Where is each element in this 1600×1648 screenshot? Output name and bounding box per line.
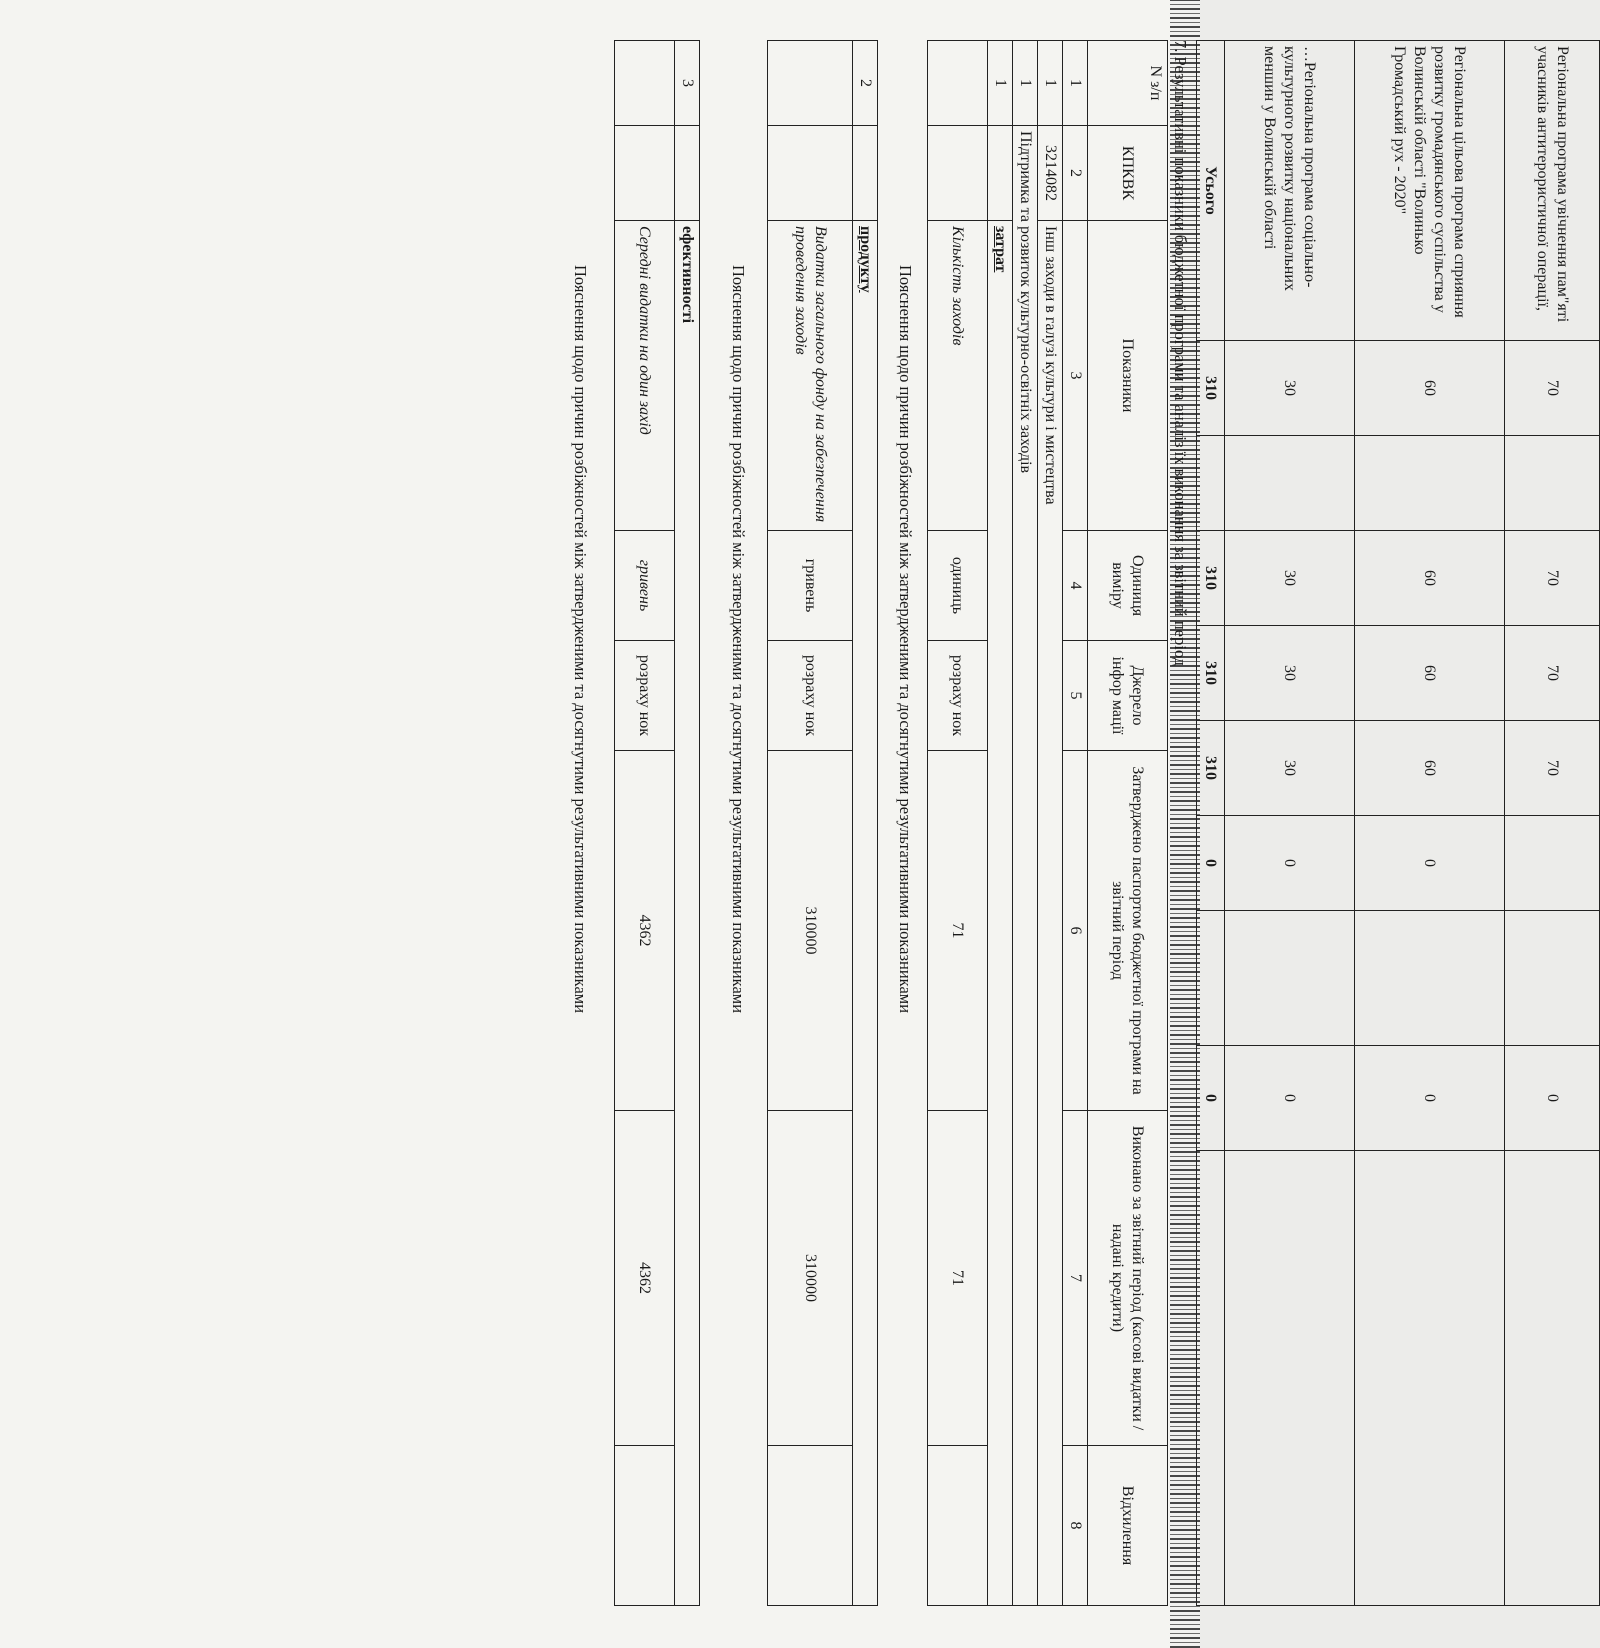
- indicator-source: розраху нок: [768, 641, 853, 751]
- value-cell: 70: [1505, 721, 1600, 816]
- value-cell: 70: [1505, 626, 1600, 721]
- value-cell: 0: [1355, 1046, 1505, 1151]
- col-number: 7: [1063, 1111, 1088, 1446]
- col-header-n: N з/п: [1088, 41, 1168, 126]
- indicator-executed: 310000: [768, 1111, 853, 1446]
- group-title: ефективності: [675, 221, 700, 1606]
- indicator-row: [928, 41, 988, 1606]
- indicator-name: Середні видатки на один захід: [615, 221, 675, 531]
- group-title: продукту: [853, 221, 878, 1606]
- program-row: [1505, 41, 1600, 1606]
- indicator-unit: гривень: [615, 531, 675, 641]
- kpkvk-name: Інш заходи в галузі культури і мистецтва: [1038, 221, 1063, 1606]
- value-cell: 0: [1225, 816, 1355, 911]
- value-cell: [1505, 816, 1600, 911]
- group-title-row: [675, 41, 700, 1606]
- value-cell: [1505, 1151, 1600, 1606]
- section7-table-block: [927, 40, 1168, 1605]
- programs-table: [1196, 40, 1600, 1606]
- col-header-kpkvk: КПКВК: [1088, 126, 1168, 221]
- efficiency-table: [614, 40, 700, 1606]
- col-number: 3: [1063, 221, 1088, 531]
- rotated-document: [490, 40, 1600, 1610]
- program-name: Регіональна цільова програма сприяння розвитку громадянського суспільства у Волинській області "Волинько Громадський рух - 2020": [1355, 41, 1505, 341]
- explanation-note: Пояснення щодо причин розбіжностей між затвердженими та досягнутими результативними показниками: [896, 265, 915, 1014]
- value-cell: 60: [1355, 721, 1505, 816]
- value-cell: 70: [1505, 531, 1600, 626]
- col-number: 2: [1063, 126, 1088, 221]
- explanation-note: Пояснення щодо причин розбіжностей між затвердженими та досягнутими результативними показниками: [729, 265, 748, 1014]
- program-row: [1225, 41, 1355, 1606]
- col-header-source: Джерело інфор мації: [1088, 641, 1168, 751]
- total-label: Усього: [1197, 41, 1225, 341]
- product-table: [767, 40, 878, 1606]
- results-header-table: [927, 40, 1168, 1606]
- value-cell: 0: [1225, 1046, 1355, 1151]
- program-name: …Регіональна програма соціально-культурного розвитку національних меншин у Волинській області: [1225, 41, 1355, 341]
- value-cell: [1355, 1151, 1505, 1606]
- total-cell: 310: [1197, 626, 1225, 721]
- indicator-row: [768, 41, 853, 1606]
- total-row: [1197, 41, 1225, 1606]
- kpkvk-row-number: 1: [1038, 41, 1063, 126]
- task-row-number: 1: [1013, 41, 1038, 126]
- col-header-unit: Одиниця виміру: [1088, 531, 1168, 641]
- total-cell: 310: [1197, 721, 1225, 816]
- col-number: 6: [1063, 751, 1088, 1111]
- col-number: 4: [1063, 531, 1088, 641]
- value-cell: 70: [1505, 341, 1600, 436]
- col-number: 5: [1063, 641, 1088, 751]
- indicator-deviation: [615, 1446, 675, 1606]
- value-cell: [1225, 1151, 1355, 1606]
- header-row: [1088, 41, 1168, 1606]
- group-number: 1: [988, 41, 1013, 126]
- header-number-row: [1063, 41, 1088, 1606]
- value-cell: 60: [1355, 341, 1505, 436]
- section7-title: 7. Результативні показники бюджетної програми та аналіз їх виконання за звітний період: [1171, 40, 1190, 666]
- indicator-unit: гривень: [768, 531, 853, 641]
- col-header-indicators: Показники: [1088, 221, 1168, 531]
- indicator-source: розраху нок: [928, 641, 988, 751]
- indicator-deviation: [928, 1446, 988, 1606]
- task-name: Підтримка та розвиток культурно-освітніх заходів: [1013, 126, 1038, 1606]
- value-cell: [1225, 436, 1355, 531]
- product-table-block: [767, 40, 878, 1605]
- program-name: Регіональна програма увічнення пам"яті учасників антитерористичної операції,: [1505, 41, 1600, 341]
- value-cell: [1355, 911, 1505, 1046]
- value-cell: 30: [1225, 531, 1355, 626]
- value-cell: 30: [1225, 341, 1355, 436]
- value-cell: [1355, 436, 1505, 531]
- total-cell: 310: [1197, 531, 1225, 626]
- programs-table-block: [1196, 40, 1600, 1605]
- total-cell: [1197, 911, 1225, 1046]
- total-cell: [1197, 436, 1225, 531]
- group-number: 3: [675, 41, 700, 126]
- total-cell: [1197, 1151, 1225, 1606]
- kpkvk-code: 3214082: [1038, 126, 1063, 221]
- value-cell: 30: [1225, 721, 1355, 816]
- group-title: затрат: [988, 221, 1013, 1606]
- group-number: 2: [853, 41, 878, 126]
- indicator-approved: 310000: [768, 751, 853, 1111]
- value-cell: [1505, 436, 1600, 531]
- col-number: 1: [1063, 41, 1088, 126]
- indicator-name: Видатки загального фонду на забезпечення проведення заходів: [768, 221, 853, 531]
- col-header-deviation: Відхилення: [1088, 1446, 1168, 1606]
- value-cell: 0: [1505, 1046, 1600, 1151]
- indicator-deviation: [768, 1446, 853, 1606]
- group-title-row: [988, 41, 1013, 1606]
- indicator-unit: одиниць: [928, 531, 988, 641]
- program-row: [1355, 41, 1505, 1606]
- total-cell: 310: [1197, 341, 1225, 436]
- indicator-approved: 71: [928, 751, 988, 1111]
- value-cell: 60: [1355, 531, 1505, 626]
- group-title-row: [853, 41, 878, 1606]
- total-cell: 0: [1197, 816, 1225, 911]
- col-number: 8: [1063, 1446, 1088, 1606]
- value-cell: 60: [1355, 626, 1505, 721]
- efficiency-table-block: [614, 40, 700, 1605]
- value-cell: [1505, 911, 1600, 1046]
- task-row: [1013, 41, 1038, 1606]
- value-cell: 30: [1225, 626, 1355, 721]
- indicator-source: розраху нок: [615, 641, 675, 751]
- value-cell: [1225, 911, 1355, 1046]
- indicator-executed: 4362: [615, 1111, 675, 1446]
- kpkvk-row: [1038, 41, 1063, 1606]
- explanation-note: Пояснення щодо причин розбіжностей між затвердженими та досягнутими результативними показниками: [571, 265, 590, 1014]
- indicator-name: Кількість заходів: [928, 221, 988, 531]
- value-cell: 0: [1355, 816, 1505, 911]
- total-cell: 0: [1197, 1046, 1225, 1151]
- col-header-executed: Виконано за звітний період (касові видатки / надані кредити): [1088, 1111, 1168, 1446]
- indicator-executed: 71: [928, 1111, 988, 1446]
- indicator-row: [615, 41, 675, 1606]
- col-header-approved: Затверджено паспортом бюджетної програми на звітний період: [1088, 751, 1168, 1111]
- indicator-approved: 4362: [615, 751, 675, 1111]
